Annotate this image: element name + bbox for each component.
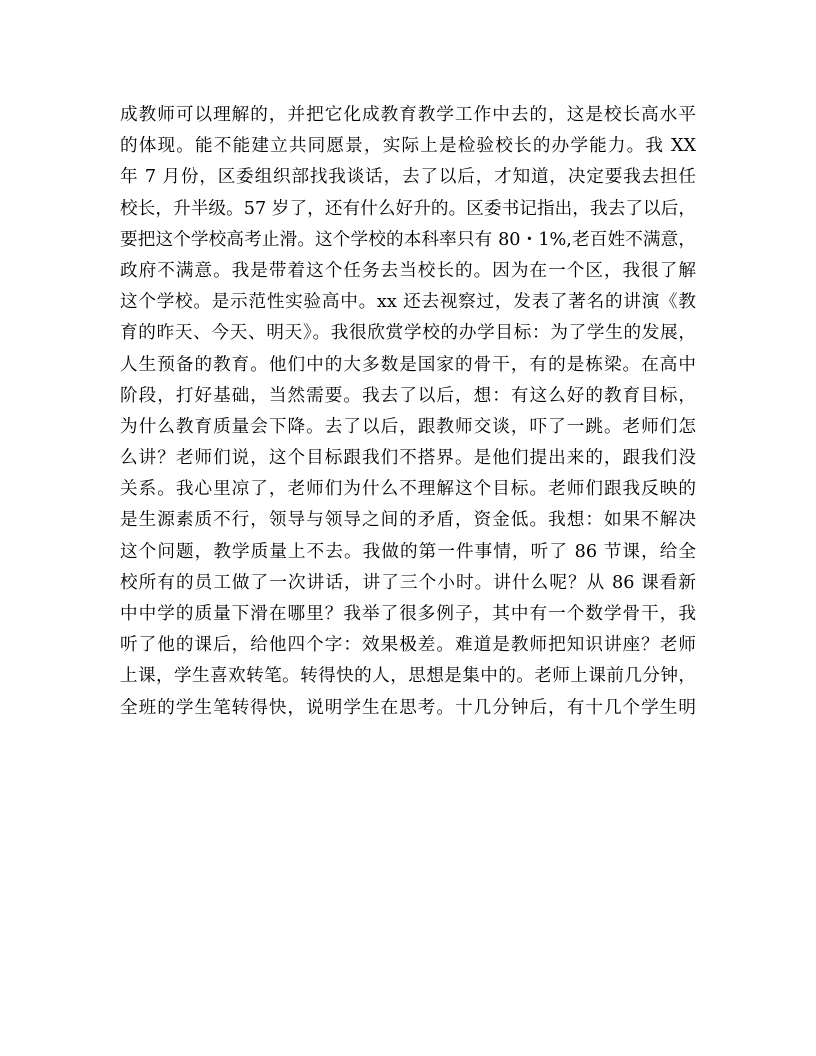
- text-line-8: 育的昨天、今天、明天》。我很欣赏学校的办学目标：为了学生的发展，: [120, 323, 696, 344]
- text-line-1: 成教师可以理解的，并把它化成教育教学工作中去的，这是校长高水平: [120, 105, 696, 125]
- text-line-5: 要把这个学校高考止滑。这个学校的本科率只有 80・1%,老百姓不满意，: [120, 229, 696, 250]
- text-line-14: 是生源素质不行，领导与领导之间的矛盾，资金低。我想：如果不解决: [120, 510, 696, 531]
- text-line-7: 这个学校。是示范性实验高中。xx 还去视察过，发表了著名的讲演《教: [120, 292, 696, 313]
- text-line-6: 政府不满意。我是带着这个任务去当校长的。因为在一个区，我很了解: [120, 260, 696, 281]
- text-line-19: 上课，学生喜欢转笔。转得快的人，思想是集中的。老师上课前几分钟，: [120, 666, 696, 687]
- text-line-12: 么讲？老师们说，这个目标跟我们不搭界。是他们提出来的，跟我们没: [120, 448, 696, 469]
- text-line-16: 校所有的员工做了一次讲话，讲了三个小时。讲什么呢？从 86 课看新: [120, 572, 696, 593]
- document-page: [120, 100, 696, 724]
- text-line-13: 关系。我心里凉了，老师们为什么不理解这个目标。老师们跟我反映的: [120, 479, 696, 500]
- text-line-3: 年 7 月份，区委组织部找我谈话，去了以后，才知道，决定要我去担任: [120, 167, 696, 188]
- text-line-18: 听了他的课后，给他四个字：效果极差。难道是教师把知识讲座？老师: [120, 635, 696, 656]
- text-line-2: 的体现。能不能建立共同愿景，实际上是检验校长的办学能力。我 XX: [120, 136, 696, 157]
- text-line-9: 人生预备的教育。他们中的大多数是国家的骨干，有的是栋梁。在高中: [120, 354, 696, 375]
- text-line-20: 全班的学生笔转得快，说明学生在思考。十几分钟后，有十几个学生明: [120, 697, 696, 718]
- text-line-4: 校长，升半级。57 岁了，还有什么好升的。区委书记指出，我去了以后，: [120, 198, 696, 219]
- text-line-17: 中中学的质量下滑在哪里？我举了很多例子，其中有一个数学骨干，我: [120, 604, 696, 624]
- text-line-15: 这个问题，教学质量上不去。我做的第一件事情，听了 86 节课，给全: [120, 541, 696, 562]
- text-line-11: 为什么教育质量会下降。去了以后，跟教师交谈，吓了一跳。老师们怎: [120, 416, 696, 437]
- text-line-10: 阶段，打好基础，当然需要。我去了以后，想：有这么好的教育目标，: [120, 385, 696, 406]
